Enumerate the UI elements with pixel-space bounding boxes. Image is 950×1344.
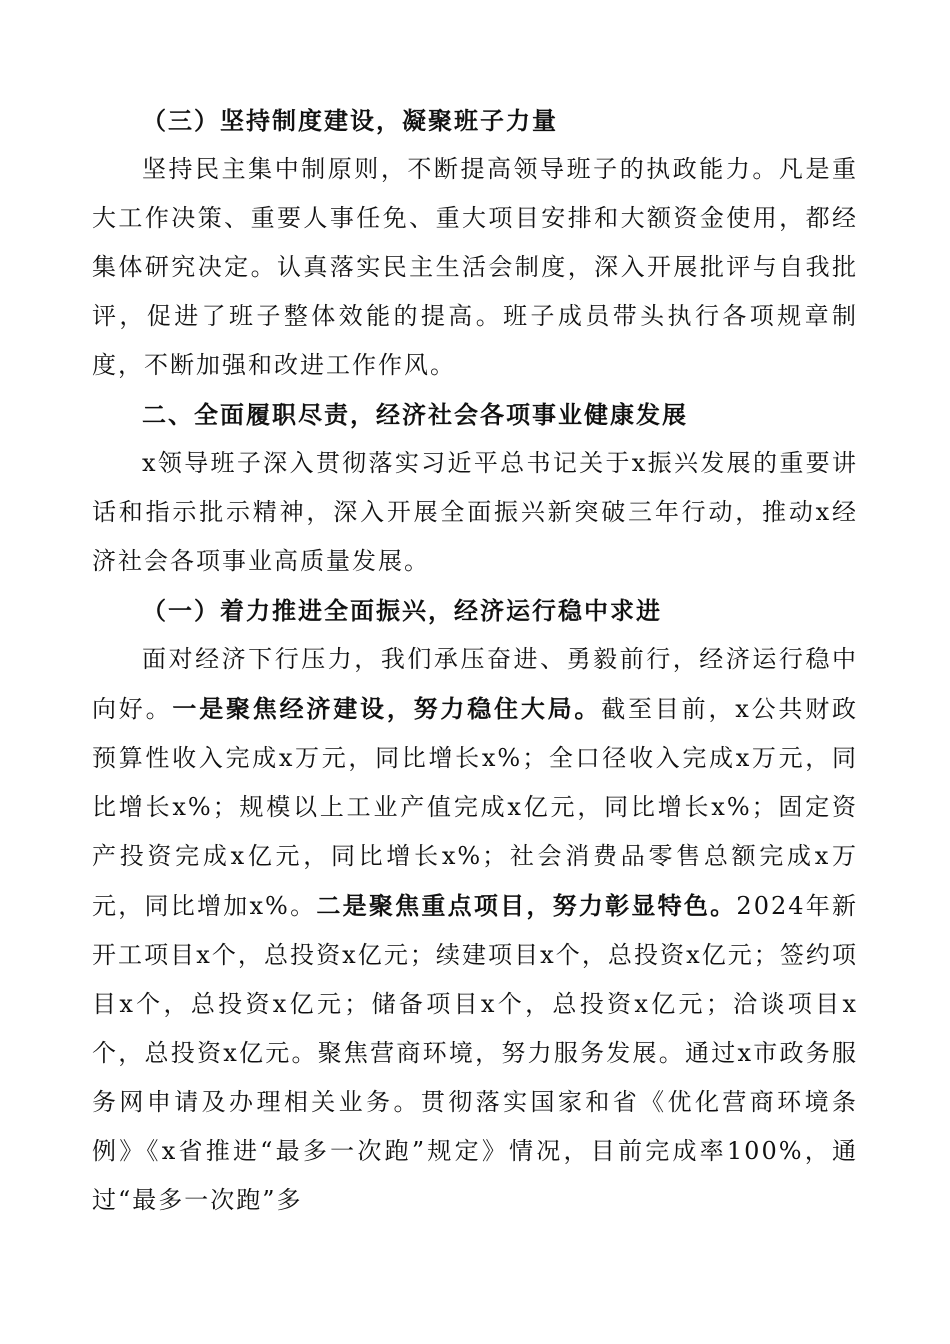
paragraph-3-text-3: 2024年新开工项目x个，总投资x亿元；续建项目x个，总投资x亿元；签约项目x个，总投资x亿元；储备项目x个，总投资x亿元；洽谈项目x个，总投资x亿元。聚焦营商环境，努力服务发展。通过x市政务服务网申请及办理相关业务。贯彻落实国家和省《优化营商环境条例》《x省推进“最多一次跑”规定》情况，目前完成率100%，通过“最多一次跑”多: [92, 892, 859, 1214]
document-body: [92, 96, 858, 1225]
paragraph-1: 坚持民主集中制原则，不断提高领导班子的执政能力。凡是重大工作决策、重要人事任免、重大项目安排和大额资金使用，都经集体研究决定。认真落实民主生活会制度，深入开展批评与自我批评，促进了班子整体效能的提高。班子成员带头执行各项规章制度，不断加强和改进工作作风。: [92, 155, 858, 379]
section-heading-2: 二、全面履职尽责，经济社会各项事业健康发展: [142, 400, 688, 429]
section-heading-3-2: （一）着力推进全面振兴，经济运行稳中求进: [142, 596, 662, 625]
section-heading-3-1: （三）坚持制度建设，凝聚班子力量: [142, 106, 558, 135]
paragraph-3-bold-2: 二是聚焦重点项目，努力彰显特色。: [316, 891, 737, 920]
paragraph-3: [92, 635, 858, 1225]
paragraph-3-bold-1: 一是聚焦经济建设，努力稳住大局。: [172, 694, 602, 723]
paragraph-3-text-1: 面对经济下行压力，我们承压奋进、勇毅前行，经济运行稳中向好。: [92, 645, 858, 723]
paragraph-2: x领导班子深入贯彻落实习近平总书记关于x振兴发展的重要讲话和指示批示精神，深入开展全面振兴新突破三年行动，推动x经济社会各项事业高质量发展。: [92, 449, 858, 575]
paragraph-3-text-2: 截至目前，x公共财政预算性收入完成x万元，同比增长x%；全口径收入完成x万元，同比增长x%；规模以上工业产值完成x亿元，同比增长x%；固定资产投资完成x亿元，同比增长x%；社会消费品零售总额完成x万元，同比增加x%。: [92, 695, 859, 920]
